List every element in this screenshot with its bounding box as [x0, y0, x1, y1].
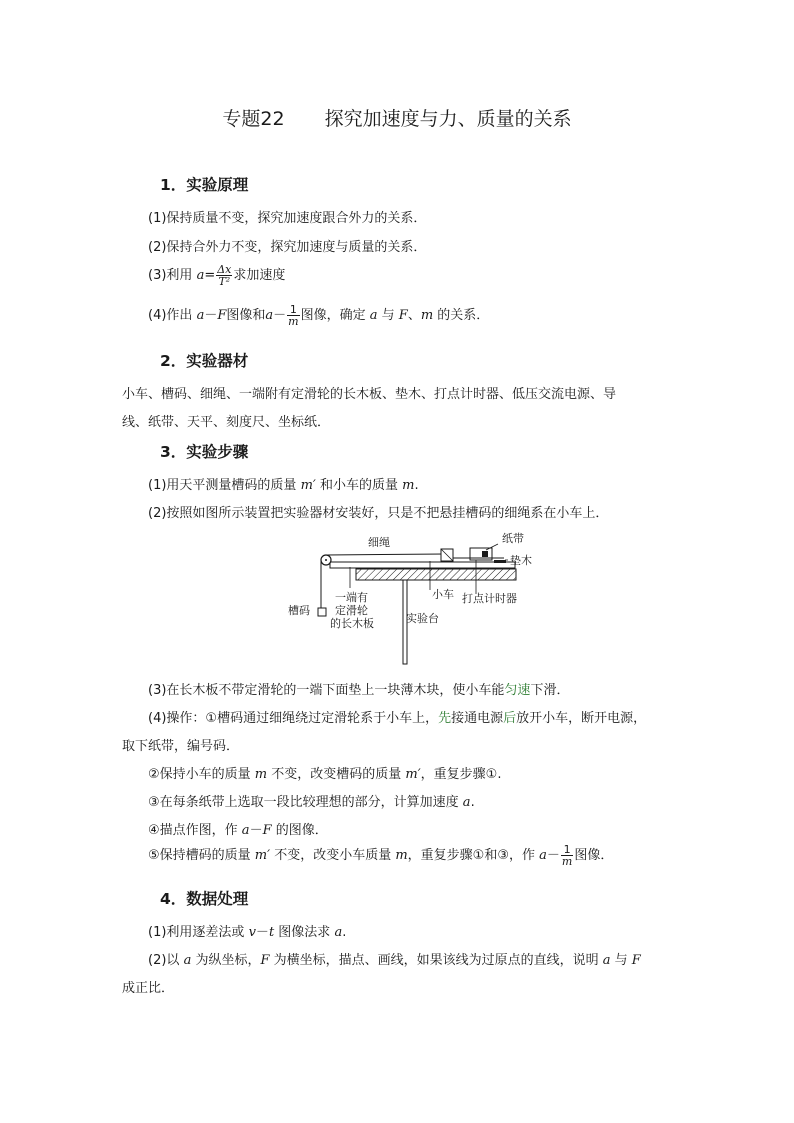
var-F: F	[217, 308, 227, 323]
data-item-2	[148, 949, 641, 968]
text: (1)用天平测量槽码的质量	[148, 478, 301, 493]
var-F: F	[631, 953, 641, 968]
text: 不变，改变小车质量	[270, 848, 396, 863]
frac-num: 1	[287, 304, 299, 316]
lab-table	[356, 569, 516, 580]
section-heading-data: 4．数据处理	[160, 890, 249, 908]
step-4-cont: 取下纸带，编号码．	[122, 739, 240, 754]
var-a: a	[196, 308, 205, 323]
var-m: m	[254, 767, 268, 782]
label-tape: 纸带	[502, 532, 524, 545]
var-F: F	[398, 308, 408, 323]
frac-den: T²	[218, 275, 231, 288]
fraction-1-m	[561, 844, 573, 867]
frac-num: Δx	[217, 263, 232, 276]
var-a: a	[539, 848, 547, 863]
text: 图像法求	[274, 925, 335, 940]
frac-num: 1	[561, 844, 573, 856]
text: .	[342, 925, 347, 940]
section-heading-steps: 3．实验步骤	[160, 443, 249, 461]
highlight-first: 先	[438, 711, 452, 726]
var-a: a	[334, 925, 343, 940]
frac-den: m	[561, 855, 573, 868]
principle-item-1: (1)保持质量不变，探究加速度跟合外力的关系．	[148, 211, 427, 226]
topic-title: 探究加速度与力、质量的关系	[324, 108, 572, 130]
frac-den: m	[288, 315, 299, 328]
var-F: F	[262, 823, 272, 838]
var-m-prime: m′	[254, 848, 271, 863]
step-1	[148, 474, 419, 493]
text: 接通电源	[451, 711, 504, 726]
text: －	[255, 925, 269, 940]
var-m-prime: m′	[405, 767, 421, 782]
text: ，重复步骤①和③，作	[407, 848, 540, 863]
topic-number: 专题22	[222, 108, 285, 130]
label-block: 垫木	[510, 554, 532, 567]
step-4-4	[148, 819, 328, 838]
text: 为横坐标，描点、画线，如果该线为过原点的直线，说明	[269, 953, 603, 968]
var-a: a	[602, 953, 611, 968]
timer-core	[482, 551, 488, 557]
text: (3)在长木板不带定滑轮的一端下面垫上一块薄木块，使小车能	[148, 683, 505, 698]
step-4-5	[148, 844, 613, 867]
section-heading-principle: 1．实验原理	[160, 176, 249, 194]
text: 放开小车，断开电源，	[516, 711, 647, 726]
var-m: m	[402, 478, 415, 493]
text: (1)利用逐差法或	[148, 925, 249, 940]
text: ②保持小车的质量	[148, 767, 255, 782]
text: －	[249, 823, 263, 838]
principle-item-2: (2)保持合外力不变，探究加速度与质量的关系．	[148, 240, 427, 255]
text: 和小车的质量	[315, 478, 403, 493]
step-3	[148, 679, 569, 698]
label-board-1: 一端有	[335, 591, 368, 604]
text: ④描点作图，作	[148, 823, 242, 838]
long-board	[330, 562, 515, 568]
section-heading-equipment: 2．实验器材	[160, 352, 249, 370]
text: 与	[377, 308, 399, 323]
highlight-uniform: 匀速	[504, 683, 531, 698]
var-a: a	[196, 268, 205, 283]
text: 的图像．	[271, 823, 328, 838]
wood-block	[494, 560, 506, 563]
page-title	[0, 104, 794, 131]
step-4-3	[148, 791, 475, 810]
principle-item-4	[148, 304, 489, 327]
text: (3)利用	[148, 268, 197, 283]
var-m-prime: m′	[300, 478, 316, 493]
var-a: a	[183, 953, 192, 968]
step-2: (2)按照如图所示装置把实验器材安装好，只是不把悬挂槽码的细绳系在小车上．	[148, 506, 609, 521]
text: 求加速度	[233, 268, 286, 283]
label-weight: 槽码	[288, 604, 310, 617]
var-F: F	[260, 953, 270, 968]
var-t: t	[268, 925, 275, 940]
var-a: a	[265, 308, 274, 323]
text: 图像．	[574, 848, 614, 863]
var-a: a	[369, 308, 378, 323]
var-m: m	[420, 308, 434, 323]
text: －	[546, 848, 560, 863]
label-board-3: 的长木板	[330, 617, 374, 630]
label-table: 实验台	[406, 612, 439, 625]
fraction-1-m	[287, 304, 299, 327]
pulley-axle	[325, 559, 327, 561]
text: (4)操作：①槽码通过细绳绕过定滑轮系于小车上，	[148, 711, 439, 726]
weight-icon	[318, 608, 326, 616]
text: －	[273, 308, 287, 323]
text: (4)作出	[148, 308, 197, 323]
step-4-2	[148, 763, 501, 782]
text: 图像，确定	[300, 308, 370, 323]
text: 为纵坐标，	[191, 953, 261, 968]
data-item-1	[148, 921, 346, 940]
text: 不变，改变槽码的质量	[267, 767, 406, 782]
var-v: v	[248, 925, 256, 940]
text: (2)以	[148, 953, 184, 968]
data-item-2-cont: 成正比．	[122, 981, 175, 996]
text: 下滑．	[530, 683, 570, 698]
text: ，重复步骤①.	[420, 767, 502, 782]
var-a: a	[241, 823, 250, 838]
text: ⑤保持槽码的质量	[148, 848, 255, 863]
apparatus-diagram	[280, 530, 540, 670]
text: 图像和	[226, 308, 266, 323]
label-timer: 打点计时器	[462, 592, 517, 605]
label-cart: 小车	[432, 588, 454, 601]
text: 、	[407, 308, 421, 323]
var-m: m	[395, 848, 408, 863]
equipment-line-2: 线、纸带、天平、刻度尺、坐标纸．	[122, 415, 331, 430]
text: =	[204, 268, 216, 283]
var-a: a	[462, 795, 471, 810]
highlight-then: 后	[503, 711, 517, 726]
step-4	[148, 707, 646, 726]
text: －	[204, 308, 218, 323]
label-board-2: 定滑轮	[335, 604, 368, 617]
rope	[326, 554, 445, 555]
label-rope: 细绳	[368, 536, 390, 549]
principle-item-3	[148, 264, 285, 287]
fraction-dx-t2	[216, 264, 232, 287]
text: 的关系．	[433, 308, 490, 323]
text: 与	[610, 953, 632, 968]
text: ③在每条纸带上选取一段比较理想的部分，计算加速度	[148, 795, 463, 810]
equipment-line-1: 小车、槽码、细绳、一端附有定滑轮的长木板、垫木、打点计时器、低压交流电源、导	[122, 387, 617, 402]
text: .	[470, 795, 475, 810]
text: .	[414, 478, 419, 493]
